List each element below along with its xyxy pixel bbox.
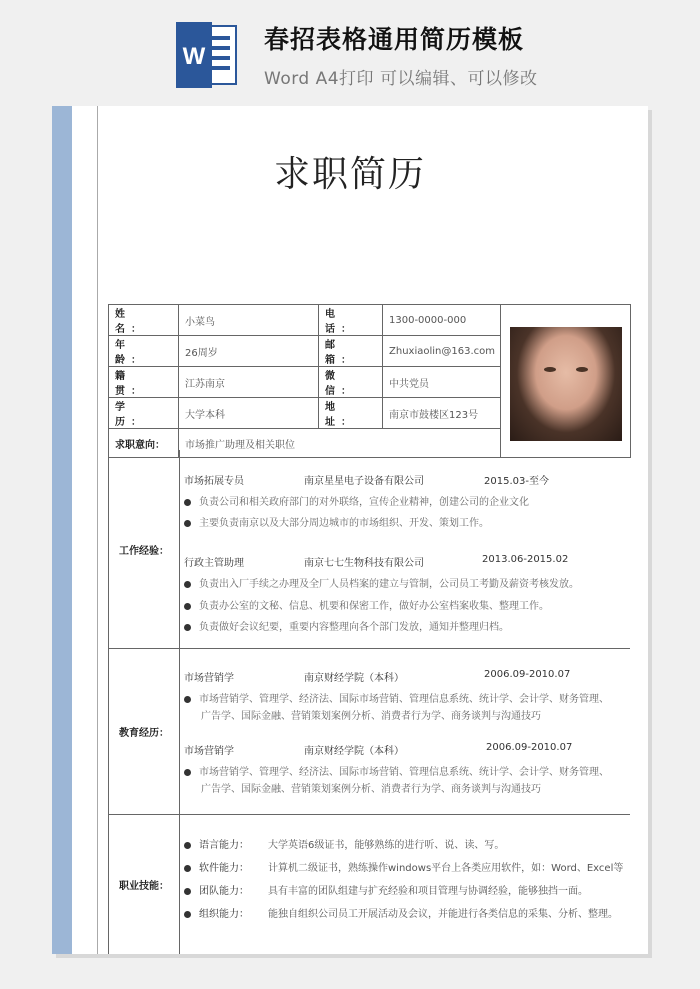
list-item: 软件能力： 计算机二级证书，熟练操作windows平台上各类应用软件，如：Word、Excel等 bbox=[184, 859, 249, 874]
list-item: 市场营销学、管理学、经济法、国际市场营销、管理信息系统、统计学、会计学、财务管理、 广告学、国际金融、营销策划案例分析、消费者行为学、商务谈判与沟通技巧 bbox=[184, 763, 609, 778]
edu-2-period: 2006.09-2010.07 bbox=[486, 742, 573, 753]
list-item: 组织能力： 能独自组织公司员工开展活动及会议，并能进行各类信息的采集、分析、整理。 bbox=[184, 905, 249, 920]
intent-value: 市场推广助理及相关职位 bbox=[179, 429, 501, 458]
skills-section bbox=[108, 814, 630, 954]
list-item: 负责做好会议纪要，重要内容整理向各个部门发放，通知并整理归档。 bbox=[184, 618, 509, 633]
bullet-icon bbox=[184, 769, 191, 776]
list-item: 语言能力： 大学英语6级证书，能够熟练的进行听、说、读、写。 bbox=[184, 836, 249, 851]
photo-eye-right bbox=[576, 367, 588, 372]
bullet-icon bbox=[184, 865, 191, 872]
job-1-period: 2015.03-至今 bbox=[484, 476, 549, 487]
list-item: 团队能力： 具有丰富的团队组建与扩充经验和项目管理与协调经验，能够独挡一面。 bbox=[184, 882, 249, 897]
edu-1-school: 南京财经学院（本科） bbox=[304, 673, 404, 684]
edu-2-school: 南京财经学院（本科） bbox=[304, 746, 404, 757]
word-icon bbox=[176, 22, 238, 88]
bullet-icon bbox=[184, 520, 191, 527]
job-1-title: 市场拓展专员 bbox=[184, 476, 244, 487]
email-value: Zhuxiaolin@163.com bbox=[383, 336, 501, 367]
bullet-icon bbox=[184, 842, 191, 849]
skills-label: 职业技能： bbox=[108, 814, 180, 954]
address-value: 南京市鼓楼区123号 bbox=[383, 398, 501, 429]
name-value: 小菜鸟 bbox=[179, 305, 319, 336]
template-title: 春招表格通用简历模板 bbox=[264, 25, 525, 54]
age-value: 26周岁 bbox=[179, 336, 319, 367]
list-item: 负责办公室的文秘、信息、机要和保密工作，做好办公室档案收集、整理工作。 bbox=[184, 597, 549, 612]
origin-value: 江苏南京 bbox=[179, 367, 319, 398]
bullet-icon bbox=[184, 499, 191, 506]
bullet-icon bbox=[184, 603, 191, 610]
phone-label: 电 话： bbox=[319, 305, 383, 336]
wechat-label: 微 信： bbox=[319, 367, 383, 398]
template-subtitle: Word A4打印 可以编辑、可以修改 bbox=[264, 69, 538, 89]
list-item: 市场营销学、管理学、经济法、国际市场营销、管理信息系统、统计学、会计学、财务管理、 广告学、国际金融、营销策划案例分析、消费者行为学、商务谈判与沟通技巧 bbox=[184, 690, 609, 705]
education-value: 大学本科 bbox=[179, 398, 319, 429]
edu-1-major: 市场营销学 bbox=[184, 673, 234, 684]
profile-photo bbox=[510, 327, 622, 441]
education-label: 学 历： bbox=[109, 398, 179, 429]
job-2-company: 南京七七生物科技有限公司 bbox=[304, 558, 424, 569]
edu-2-major: 市场营销学 bbox=[184, 746, 234, 757]
work-experience-section bbox=[108, 450, 630, 649]
wechat-value: 中共党员 bbox=[383, 367, 501, 398]
edu-1-period: 2006.09-2010.07 bbox=[484, 669, 571, 680]
photo-eye-left bbox=[544, 367, 556, 372]
page-header bbox=[0, 0, 700, 100]
job-1-company: 南京星星电子设备有限公司 bbox=[304, 476, 424, 487]
list-item: 主要负责南京以及大部分周边城市的市场组织、开发、策划工作。 bbox=[184, 514, 489, 529]
margin-line bbox=[97, 106, 98, 954]
job-2-period: 2013.06-2015.02 bbox=[482, 554, 569, 565]
word-logo-letter: W bbox=[182, 43, 206, 70]
education-section-label: 教育经历： bbox=[108, 648, 180, 814]
bullet-icon bbox=[184, 581, 191, 588]
email-label: 邮 箱： bbox=[319, 336, 383, 367]
education-section bbox=[108, 648, 630, 815]
bullet-icon bbox=[184, 696, 191, 703]
name-label: 姓 名： bbox=[109, 305, 179, 336]
personal-info-table bbox=[108, 304, 631, 458]
bullet-icon bbox=[184, 624, 191, 631]
work-label: 工作经验： bbox=[108, 450, 180, 648]
phone-value: 1300-0000-000 bbox=[383, 305, 501, 336]
bullet-icon bbox=[184, 888, 191, 895]
list-item: 负责公司和相关政府部门的对外联络，宣传企业精神，创建公司的企业文化 bbox=[184, 493, 529, 508]
resume-title: 求职简历 bbox=[273, 154, 426, 195]
age-label: 年 龄： bbox=[109, 336, 179, 367]
intent-label: 求职意向： bbox=[109, 429, 179, 458]
blue-side-bar bbox=[52, 106, 72, 954]
resume-page bbox=[52, 106, 648, 954]
origin-label: 籍 贯： bbox=[109, 367, 179, 398]
address-label: 地 址： bbox=[319, 398, 383, 429]
job-2-title: 行政主管助理 bbox=[184, 558, 244, 569]
bullet-icon bbox=[184, 911, 191, 918]
photo-cell bbox=[501, 305, 631, 458]
list-item: 负责出入厂手续之办理及全厂人员档案的建立与管制，公司员工考勤及薪资考核发放。 bbox=[184, 575, 579, 590]
